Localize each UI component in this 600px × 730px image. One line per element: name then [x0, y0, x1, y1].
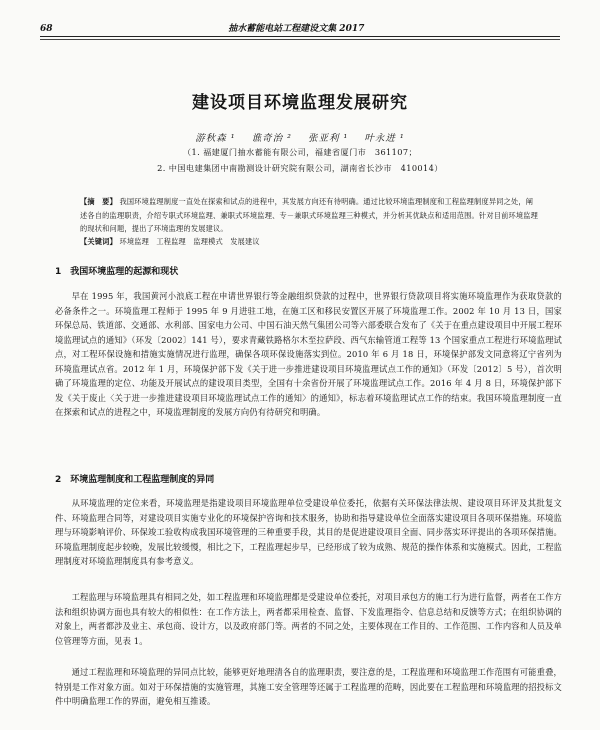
author-1: 游秋森 ¹: [195, 133, 236, 144]
affiliation-2: 2. 中国电建集团中南勘测设计研究院有限公司，湖南省长沙市 410014）: [157, 163, 443, 173]
keywords-label: 【关键词】: [80, 237, 117, 246]
affiliation-1: （1. 福建厦门抽水蓄能有限公司，福建省厦门市 361107；: [182, 147, 418, 157]
section-heading-1: 1 我国环境监理的起源和现状: [55, 267, 179, 277]
header-rule-thin: [40, 39, 560, 40]
author-3: 张亚利 ¹: [308, 133, 349, 144]
abstract: [80, 195, 540, 236]
author-4: 叶永进 ¹: [364, 133, 405, 144]
paper-title: 建设项目环境监理发展研究: [192, 93, 408, 113]
section-2-paragraph-2: 工程监理与环境监理具有相同之处，如工程监理和环境监理都是受建设单位委托，对项目承包方的施工行为进行监督，两者在工作方法和组织协调方面也具有较大的相似性：在工作方法上，两者都采用检查、监督、下发监理指令、信息总结和反馈等方式；在组织协调的对象上，两者都涉及业主、承包商、设计方，以及政府部门等。两者的不同之处，主要体现在工作目的、工作范围、工作内容和人员及单位管理等方面，见表 1。: [55, 592, 562, 646]
running-header: [40, 18, 560, 34]
section-1-paragraph-1: 早在 1995 年，我国黄河小浪底工程在申请世界银行等金融组织贷款的过程中，世界银行贷款项目将实施环境监理作为获取贷款的必备条件之一。环境监理工程师于 1995 年 9 月进驻工地，在施工区和移民安置区开展了环境监理工作。2002 年 10 月 13 日，国家环保总局、铁道部、交通部、水利部、国家电力公司、中国石油天然气集团公司等六部委联合发布了《关于在重点建设项目中开展工程环境监理试点的通知》（环发〔2002〕141 号），要求青藏铁路格尔木至拉萨段、西气东输管道工程等 13 个国家重点工程进行环境监理试点，对工程环保设施和措施实施情况进行监理，确保各项环保设施落实到位。2010 年 6 月 18 日，环境保护部发文同意将辽宁省列为环境监理试点省。2012 年 1 月，环境保护部下发《关于进一步推进建设项目环境监理试点工作的通知》（环发〔2012〕5 号），首次明确了环境监理的定位、功能及开展试点的建设项目类型，全国有十余省份开展了环境监理试点工作。2016 年 4 月 8 日，环境保护部下发《关于废止〈关于进一步推进建设项目环境监理试点工作的通知〉的通知》，标志着环境监理试点工作的结束。我国环境监理制度一直在探索和试点的进程之中，环境监理制度的发展方向仍有待研究和明确。: [55, 291, 562, 417]
section-2-paragraph-1: 从环境监理的定位来看，环境监理是指建设项目环境监理单位受建设单位委托，依据有关环保法律法规、建设项目环评及其批复文件、环境监理合同等，对建设项目实施专业化的环境保护咨询和技术服务，协助和指导建设单位全面落实建设项目各项环保措施。环境监理与环境影响评价、环保竣工验收构成我国环境管理的三种重要手段，其目的是促进建设项目全面、同步落实环评提出的各项环保措施。环境监理制度起步较晚，发展比较缓慢，相比之下，工程监理起步早，已经形成了较为成熟、规范的操作体系和实施模式。因此，工程监理制度对环境监理制度具有参考意义。: [55, 498, 562, 566]
abstract-label: 【摘 要】: [80, 197, 117, 206]
header-rule: [40, 36, 560, 37]
abstract-text: 我国环境监理制度一直处在探索和试点的进程中，其发展方向还有待明确。通过比较环境监理制度和工程监理制度异同之处，阐述各自的监理职责，介绍专职式环境监理、兼职式环境监理、专－兼职式环境监理三种模式，并分析其优缺点和适用范围。针对目前环境监理的现状和问题，提出了环境监理的发展建议。: [80, 197, 539, 233]
page-number: 68: [40, 24, 53, 34]
keywords: [80, 237, 540, 247]
keywords-text: 环境监理 工程监理 监理模式 发展建议: [119, 237, 260, 246]
author-list: [0, 130, 600, 144]
section-heading-2: 2 环境监理制度和工程监理制度的异同: [55, 475, 215, 485]
section-2-paragraph-3: 通过工程监理和环境监理的异同点比较，能够更好地理清各自的监理职责，要注意的是，工程监理和环境监理工作范围有可能重叠，特别是工作对象方面。如对于环保措施的实施管理，其施工安全管理等还属于工程监理的范畴，因此要在工程监理和环境监理的招投标文件中明确监理工作的界面，避免相互推诿。: [55, 667, 562, 706]
author-2: 谯奇治 ²: [251, 133, 292, 144]
journal-title: 抽水蓄能电站工程建设文集 2017: [228, 24, 365, 34]
